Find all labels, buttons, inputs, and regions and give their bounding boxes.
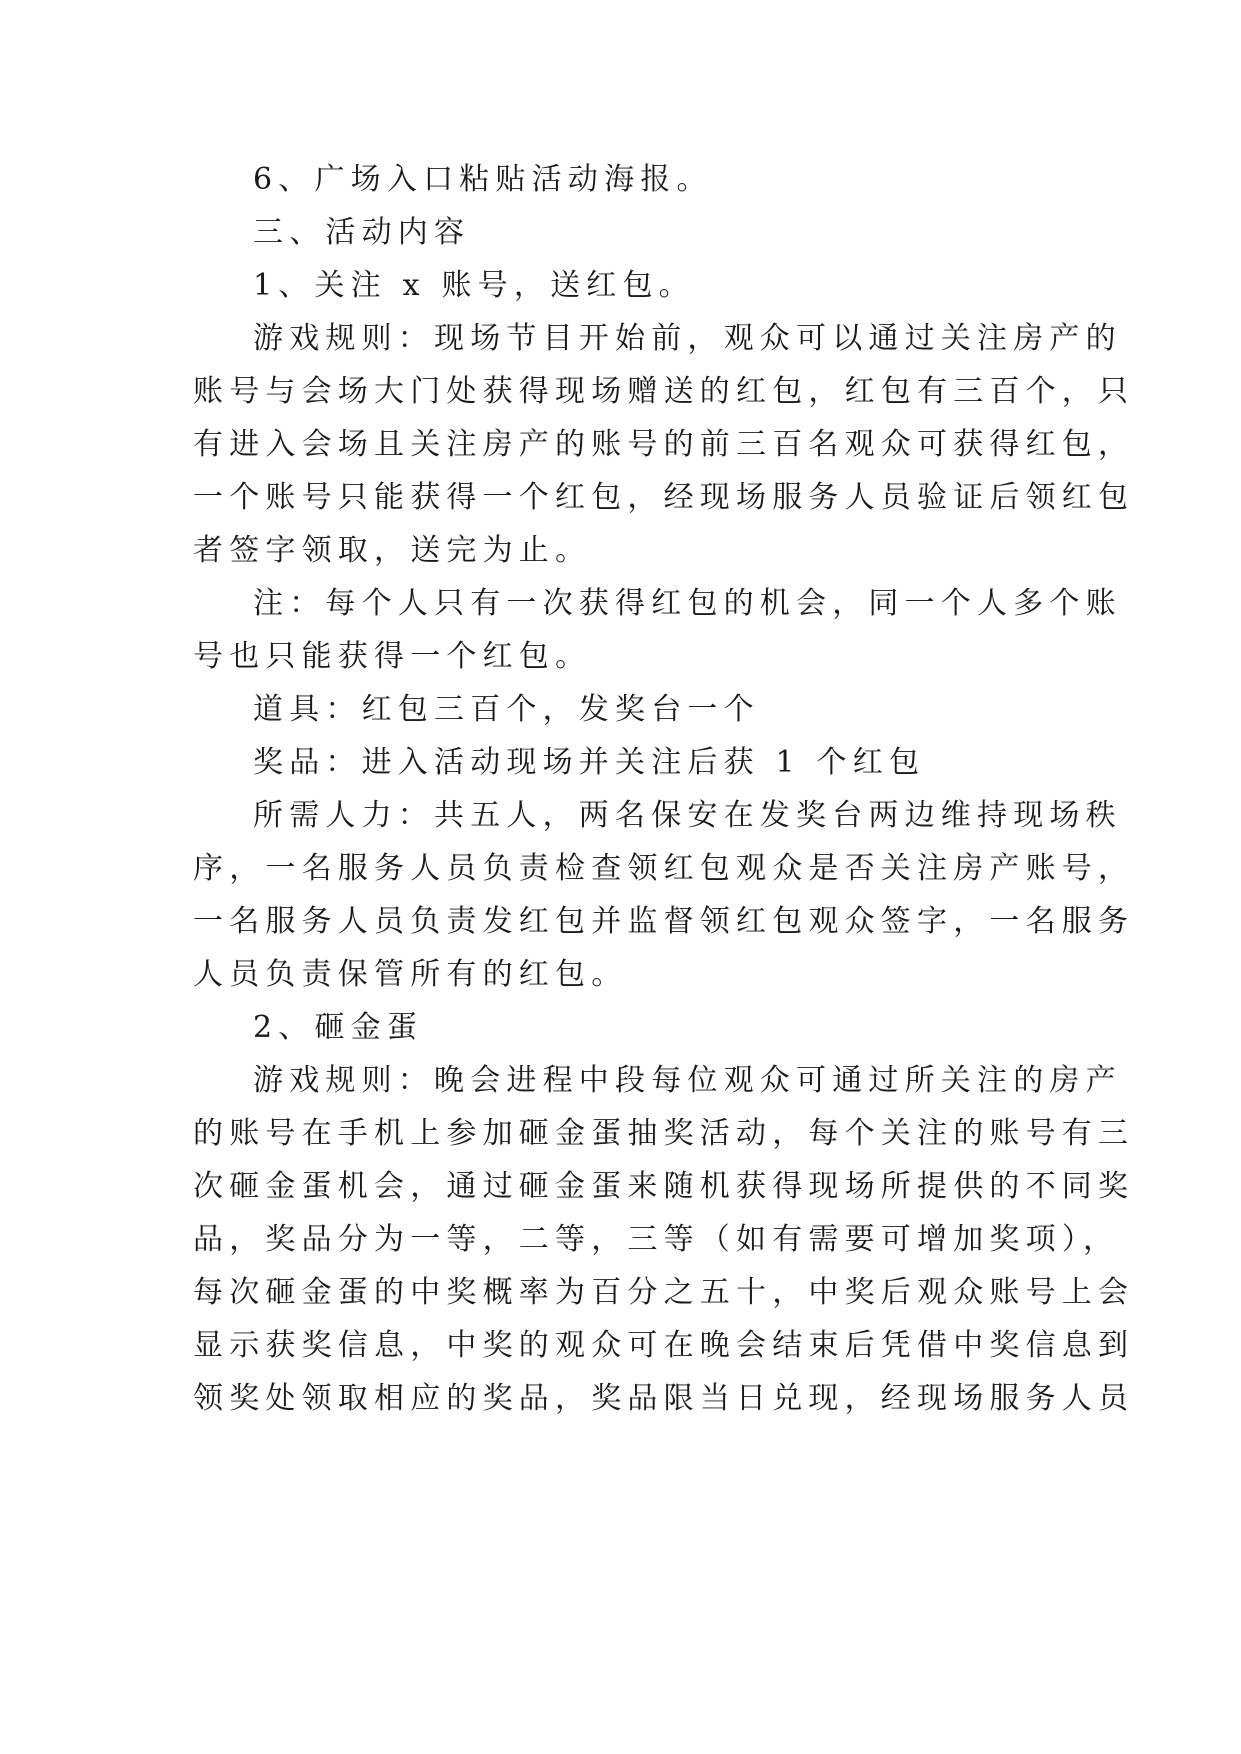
text-line: 6、广场入口粘贴活动海报。: [253, 162, 713, 197]
text-line: 游戏规则：现场节目开始前，观众可以通过关注房产的: [253, 321, 1122, 356]
text-line: 账号与会场大门处获得现场赠送的红包，红包有三百个，只: [193, 374, 1135, 409]
text-line: 游戏规则：晚会进程中段每位观众可通过所关注的房产: [253, 1063, 1122, 1098]
text-line: 的账号在手机上参加砸金蛋抽奖活动，每个关注的账号有三: [193, 1116, 1135, 1151]
text-line: 有进入会场且关注房产的账号的前三百名观众可获得红包，: [193, 427, 1135, 462]
text-line: 道具：红包三百个，发奖台一个: [253, 692, 760, 727]
text-line: 一个账号只能获得一个红包，经现场服务人员验证后领红包: [193, 480, 1135, 515]
text-line: 所需人力：共五人，两名保安在发奖台两边维持现场秩: [253, 798, 1122, 833]
text-line: 号也只能获得一个红包。: [193, 639, 592, 674]
item-heading: 1、关注 x 账号，送红包。: [253, 268, 695, 303]
item-heading: 2、砸金蛋: [253, 1010, 424, 1045]
text-line: 序，一名服务人员负责检查领红包观众是否关注房产账号，: [193, 851, 1135, 886]
text-line: 次砸金蛋机会，通过砸金蛋来随机获得现场所提供的不同奖: [193, 1169, 1135, 1204]
text-line: 奖品：进入活动现场并关注后获 1 个红包: [253, 745, 926, 780]
text-line: 人员负责保管所有的红包。: [193, 957, 628, 992]
section-heading: 三、活动内容: [253, 215, 471, 250]
text-line: 者签字领取，送完为止。: [193, 533, 592, 568]
text-line: 品，奖品分为一等，二等，三等（如有需要可增加奖项），: [193, 1222, 1120, 1257]
text-line: 显示获奖信息，中奖的观众可在晚会结束后凭借中奖信息到: [193, 1328, 1135, 1363]
text-line: 一名服务人员负责发红包并监督领红包观众签字，一名服务: [193, 904, 1135, 939]
text-line: 注：每个人只有一次获得红包的机会，同一个人多个账: [253, 586, 1122, 621]
text-line: 每次砸金蛋的中奖概率为百分之五十，中奖后观众账号上会: [193, 1275, 1135, 1310]
text-line: 领奖处领取相应的奖品，奖品限当日兑现，经现场服务人员: [193, 1381, 1135, 1416]
